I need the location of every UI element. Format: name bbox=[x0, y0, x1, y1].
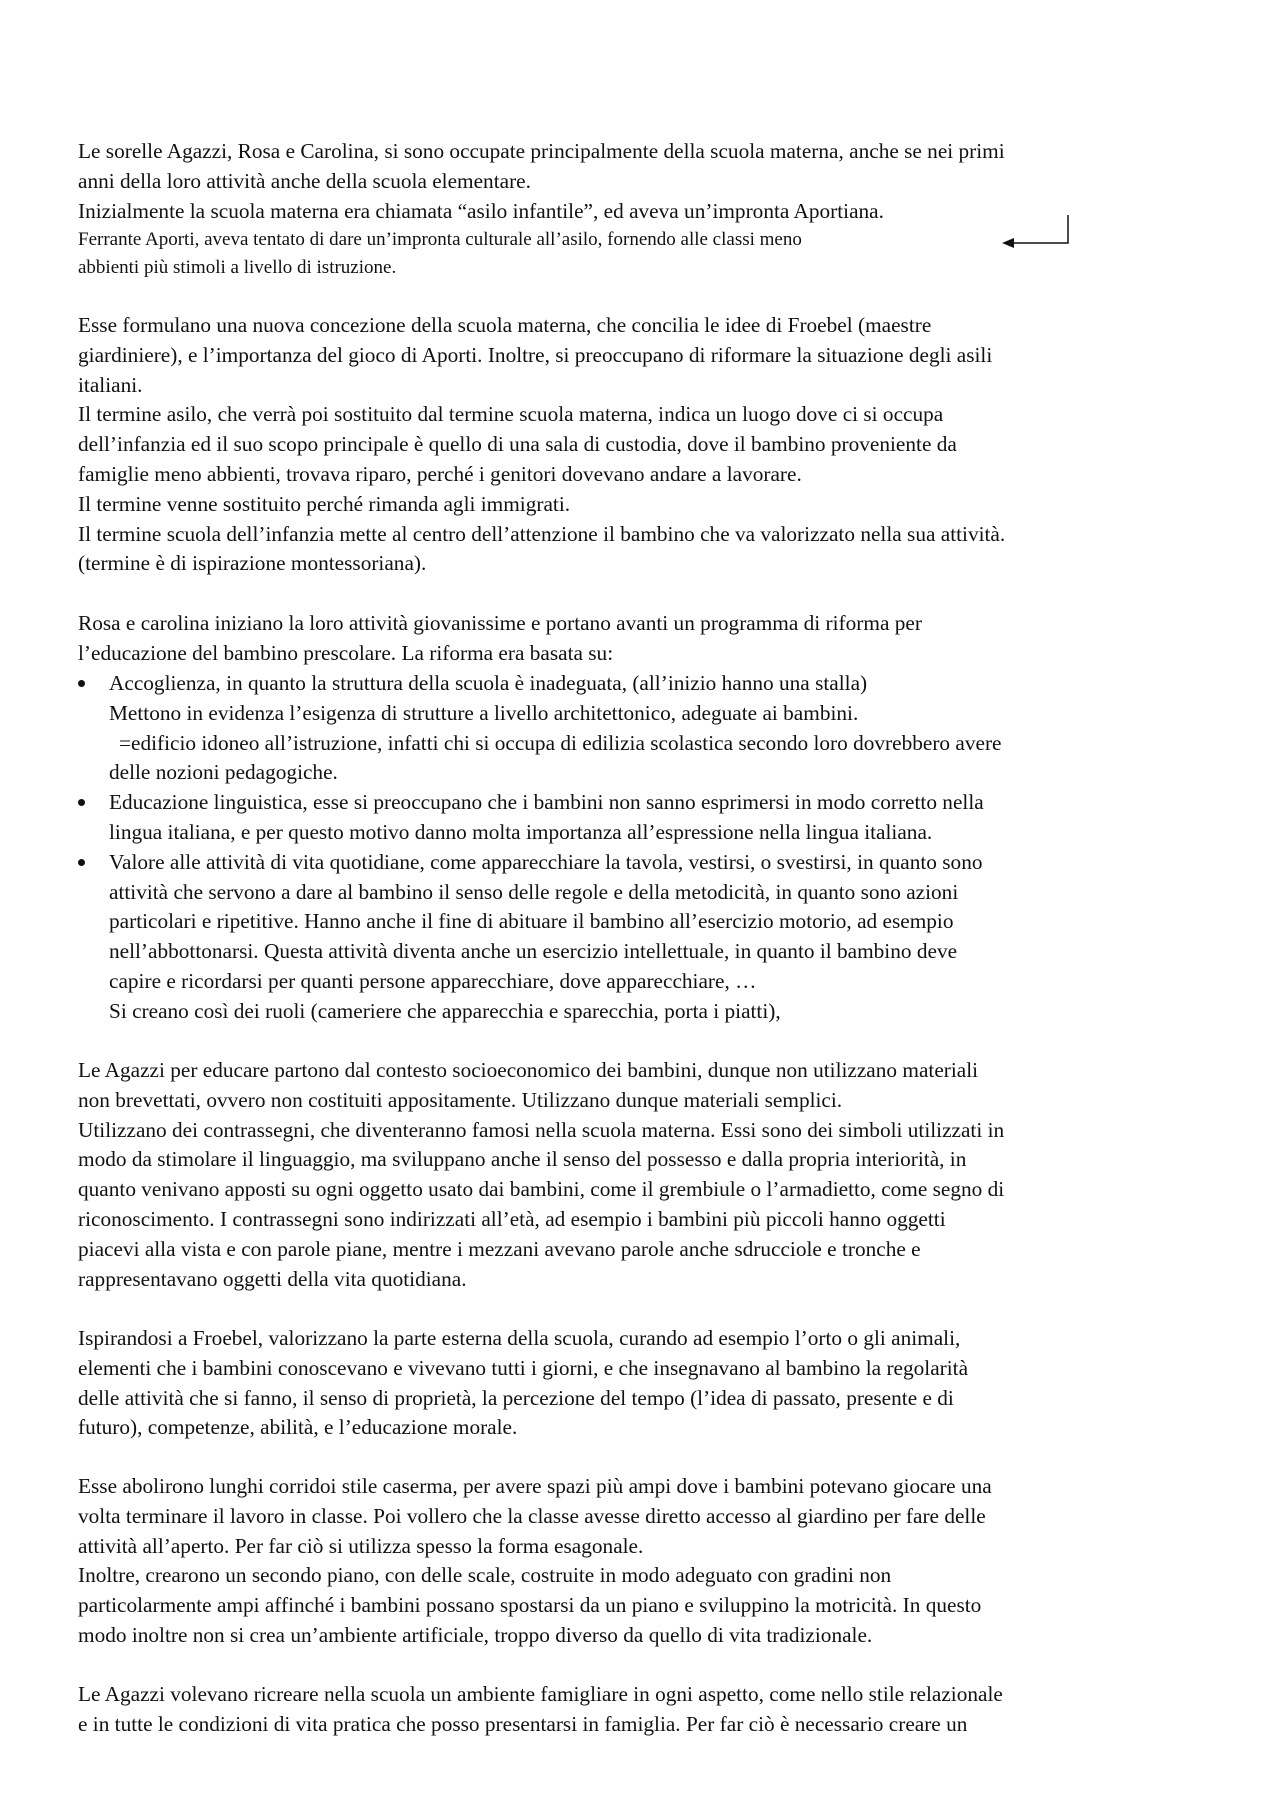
text-line: delle attività che si fanno, il senso di proprietà, la percezione del tempo (l’idea di passato, presente e di bbox=[78, 1385, 954, 1410]
text-line: Il termine asilo, che verrà poi sostituito dal termine scuola materna, indica un luogo dove ci si occupa bbox=[78, 402, 944, 427]
text-line: (termine è di ispirazione montessoriana). bbox=[78, 551, 427, 576]
text-line: non brevettati, ovvero non costituiti appositamente. Utilizzano dunque materiali semplici. bbox=[78, 1087, 843, 1112]
text-line: Le Agazzi volevano ricreare nella scuola un ambiente famigliare in ogni aspetto, come nello stile relazionale bbox=[78, 1682, 1003, 1706]
text-line: Le Agazzi per educare partono dal contesto socioeconomico dei bambini, dunque non utilizzano materiali bbox=[78, 1058, 979, 1082]
text-line: Ispirandosi a Froebel, valorizzano la parte esterna della scuola, curando ad esempio l’orto o gli animali, bbox=[78, 1326, 961, 1350]
text-line: dell’infanzia ed il suo scopo principale è quello di una sala di custodia, dove il bambino proveniente da bbox=[78, 432, 957, 457]
paragraph-froebel bbox=[78, 1324, 1208, 1443]
text-line: Ferrante Aporti, aveva tentato di dare un’impronta culturale all’asilo, fornendo alle classi meno bbox=[78, 229, 802, 250]
text-line: Accoglienza, in quanto la struttura della scuola è inadeguata, (all’inizio hanno una stalla) bbox=[109, 671, 868, 695]
text-line: Le sorelle Agazzi, Rosa e Carolina, si sono occupate principalmente della scuola materna, anche se nei primi bbox=[78, 139, 1005, 163]
text-line: =edificio idoneo all’istruzione, infatti chi si occupa di edilizia scolastica secondo loro dovrebbero avere bbox=[119, 730, 1002, 755]
text-line: futuro), competenze, abilità, e l’educazione morale. bbox=[78, 1415, 518, 1440]
text-line: Rosa e carolina iniziano la loro attività giovanissime e portano avanti un programma di riforma per bbox=[78, 611, 922, 635]
text-line: Utilizzano dei contrassegni, che diventeranno famosi nella scuola materna. Essi sono dei simboli utilizzati in bbox=[78, 1117, 1005, 1142]
bullet-list bbox=[78, 669, 1208, 1027]
paragraph-riforma bbox=[78, 609, 1208, 669]
bullet-icon bbox=[78, 799, 85, 806]
text-line: Il termine venne sostituito perché rimanda agli immigrati. bbox=[78, 491, 571, 516]
text-line: lingua italiana, e per questo motivo danno molta importanza all’espressione nella lingua italiana. bbox=[109, 819, 933, 844]
list-item bbox=[78, 788, 1208, 848]
text-line: modo inoltre non si crea un’ambiente artificiale, troppo diverso da quello di vita tradizionale. bbox=[78, 1622, 873, 1647]
bullet-icon bbox=[78, 859, 85, 866]
text-line: particolari e ripetitive. Hanno anche il fine di abituare il bambino all’esercizio motorio, ad esempio bbox=[109, 909, 954, 934]
text-line: quanto venivano apposti su ogni oggetto usato dai bambini, come il grembiule o l’armadietto, come segno di bbox=[78, 1177, 1005, 1202]
text-line: Inizialmente la scuola materna era chiamata “asilo infantile”, ed aveva un’impronta Aportiana. bbox=[78, 198, 884, 223]
text-line: e in tutte le condizioni di vita pratica che posso presentarsi in famiglia. Per far ciò è necessario creare un bbox=[78, 1711, 968, 1736]
text-line: anni della loro attività anche della scuola elementare. bbox=[78, 168, 531, 193]
text-line: elementi che i bambini conoscevano e vivevano tutti i giorni, e che insegnavano al bambino la regolarità bbox=[78, 1355, 969, 1380]
text-line: l’educazione del bambino prescolare. La riforma era basata su: bbox=[78, 640, 614, 665]
text-line: particolarmente ampi affinché i bambini possano spostarsi da un piano e sviluppino la motricità. In questo bbox=[78, 1593, 982, 1618]
text-line: attività all’aperto. Per far ciò si utilizza spesso la forma esagonale. bbox=[78, 1533, 644, 1558]
paragraph-contrassegni bbox=[78, 1056, 1208, 1294]
text-line: volta terminare il lavoro in classe. Poi vollero che la classe avesse diretto accesso al giardino per fare delle bbox=[78, 1503, 986, 1528]
text-line: capire e ricordarsi per quanti persone apparecchiare, dove apparecchiare, … bbox=[109, 968, 757, 993]
text-line: rappresentavano oggetti della vita quotidiana. bbox=[78, 1266, 467, 1291]
text-line: giardiniere), e l’importanza del gioco di Aporti. Inoltre, si preoccupano di riformare la situazione degli asili bbox=[78, 342, 993, 367]
text-line: Esse abolirono lunghi corridoi stile caserma, per avere spazi più ampi dove i bambini potevano giocare una bbox=[78, 1474, 992, 1498]
text-line: Il termine scuola dell’infanzia mette al centro dell’attenzione il bambino che va valorizzato nella sua attività. bbox=[78, 521, 1006, 546]
text-line: Si creano così dei ruoli (cameriere che apparecchia e sparecchia, porta i piatti), bbox=[109, 998, 781, 1023]
paragraph-concezione bbox=[78, 311, 1208, 579]
text-line: Valore alle attività di vita quotidiane, come apparecchiare la tavola, vestirsi, o svestirsi, in quanto sono bbox=[109, 849, 983, 874]
arrow-icon bbox=[1000, 213, 1072, 251]
text-line: abbienti più stimoli a livello di istruzione. bbox=[78, 257, 397, 278]
paragraph-ambiente bbox=[78, 1680, 1208, 1740]
text-line: nell’abbottonarsi. Questa attività diventa anche un esercizio intellettuale, in quanto il bambino deve bbox=[109, 939, 958, 964]
text-line: attività che servono a dare al bambino il senso delle regole e della metodicità, in quanto sono azioni bbox=[109, 879, 959, 904]
text-line: famiglie meno abbienti, trovava riparo, perché i genitori dovevano andare a lavorare. bbox=[78, 461, 802, 486]
text-line: Esse formulano una nuova concezione della scuola materna, che concilia le idee di Froebel (maestre bbox=[78, 313, 932, 337]
paragraph-spazi bbox=[78, 1472, 1208, 1651]
text-line: riconoscimento. I contrassegni sono indirizzati all’età, ad esempio i bambini più piccoli hanno oggetti bbox=[78, 1206, 946, 1231]
list-item bbox=[78, 848, 1208, 1027]
text-line: modo da stimolare il linguaggio, ma sviluppano anche il senso del possesso e dalla propria interiorità, in bbox=[78, 1147, 967, 1172]
list-item bbox=[78, 669, 1208, 788]
text-line: Inoltre, crearono un secondo piano, con delle scale, costruite in modo adeguato con gradini non bbox=[78, 1563, 892, 1588]
text-line: Educazione linguistica, esse si preoccupano che i bambini non sanno esprimersi in modo corretto nella bbox=[109, 790, 984, 815]
text-line: delle nozioni pedagogiche. bbox=[109, 760, 338, 785]
text-line: Mettono in evidenza l’esigenza di strutture a livello architettonico, adeguate ai bambini. bbox=[109, 700, 859, 725]
text-line: piacevi alla vista e con parole piane, mentre i mezzani avevano parole anche sdrucciole e tronche e bbox=[78, 1236, 921, 1261]
bullet-icon bbox=[78, 680, 85, 687]
text-line: italiani. bbox=[78, 372, 143, 397]
